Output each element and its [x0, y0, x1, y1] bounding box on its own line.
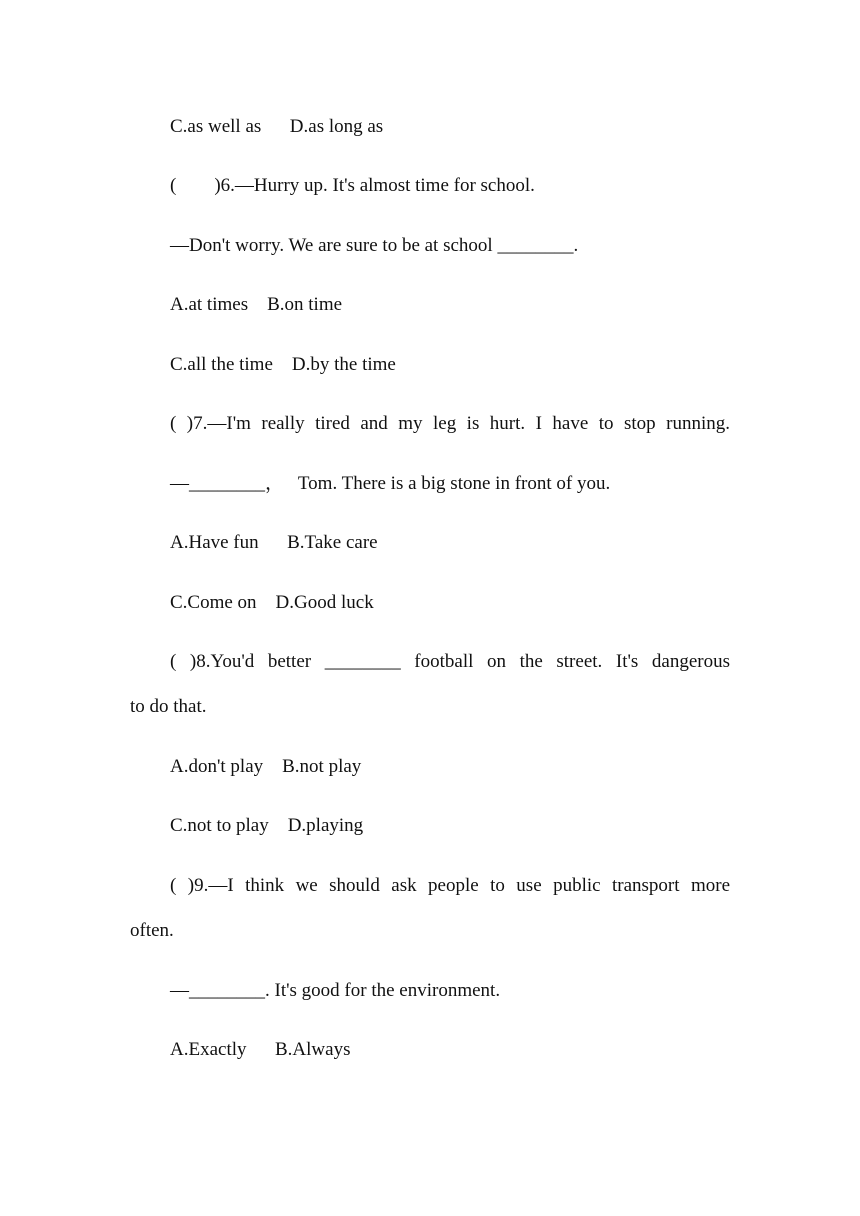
q8-options-cd: C.not to play D.playing: [170, 815, 364, 836]
q8-question-continued: to do that.: [130, 696, 207, 717]
q8-options-ab: A.don't play B.not play: [170, 756, 362, 777]
q6-options-cd: C.all the time D.by the time: [170, 354, 396, 375]
q6-response: —Don't worry. We are sure to be at school ________.: [170, 235, 579, 256]
q8-question: ( )8.You'd better ________ football on the street. It's dangerous: [170, 651, 730, 672]
q7-question: ( )7.—I'm really tired and my leg is hurt. I have to stop running.: [170, 413, 730, 434]
q7-options-ab: A.Have fun B.Take care: [170, 532, 378, 553]
q7-options-cd: C.Come on D.Good luck: [170, 592, 374, 613]
q7-response: —________， Tom. There is a big stone in front of you.: [170, 473, 611, 494]
q9-response: —________. It's good for the environment.: [170, 980, 501, 1001]
q9-question: ( )9.—I think we should ask people to use public transport more: [170, 875, 730, 896]
q9-question-continued: often.: [130, 920, 174, 941]
q9-options-ab: A.Exactly B.Always: [170, 1039, 351, 1060]
q5-options-cd: C.as well as D.as long as: [170, 116, 384, 137]
q6-options-ab: A.at times B.on time: [170, 294, 343, 315]
q6-question: ( )6.—Hurry up. It's almost time for school.: [170, 175, 535, 196]
